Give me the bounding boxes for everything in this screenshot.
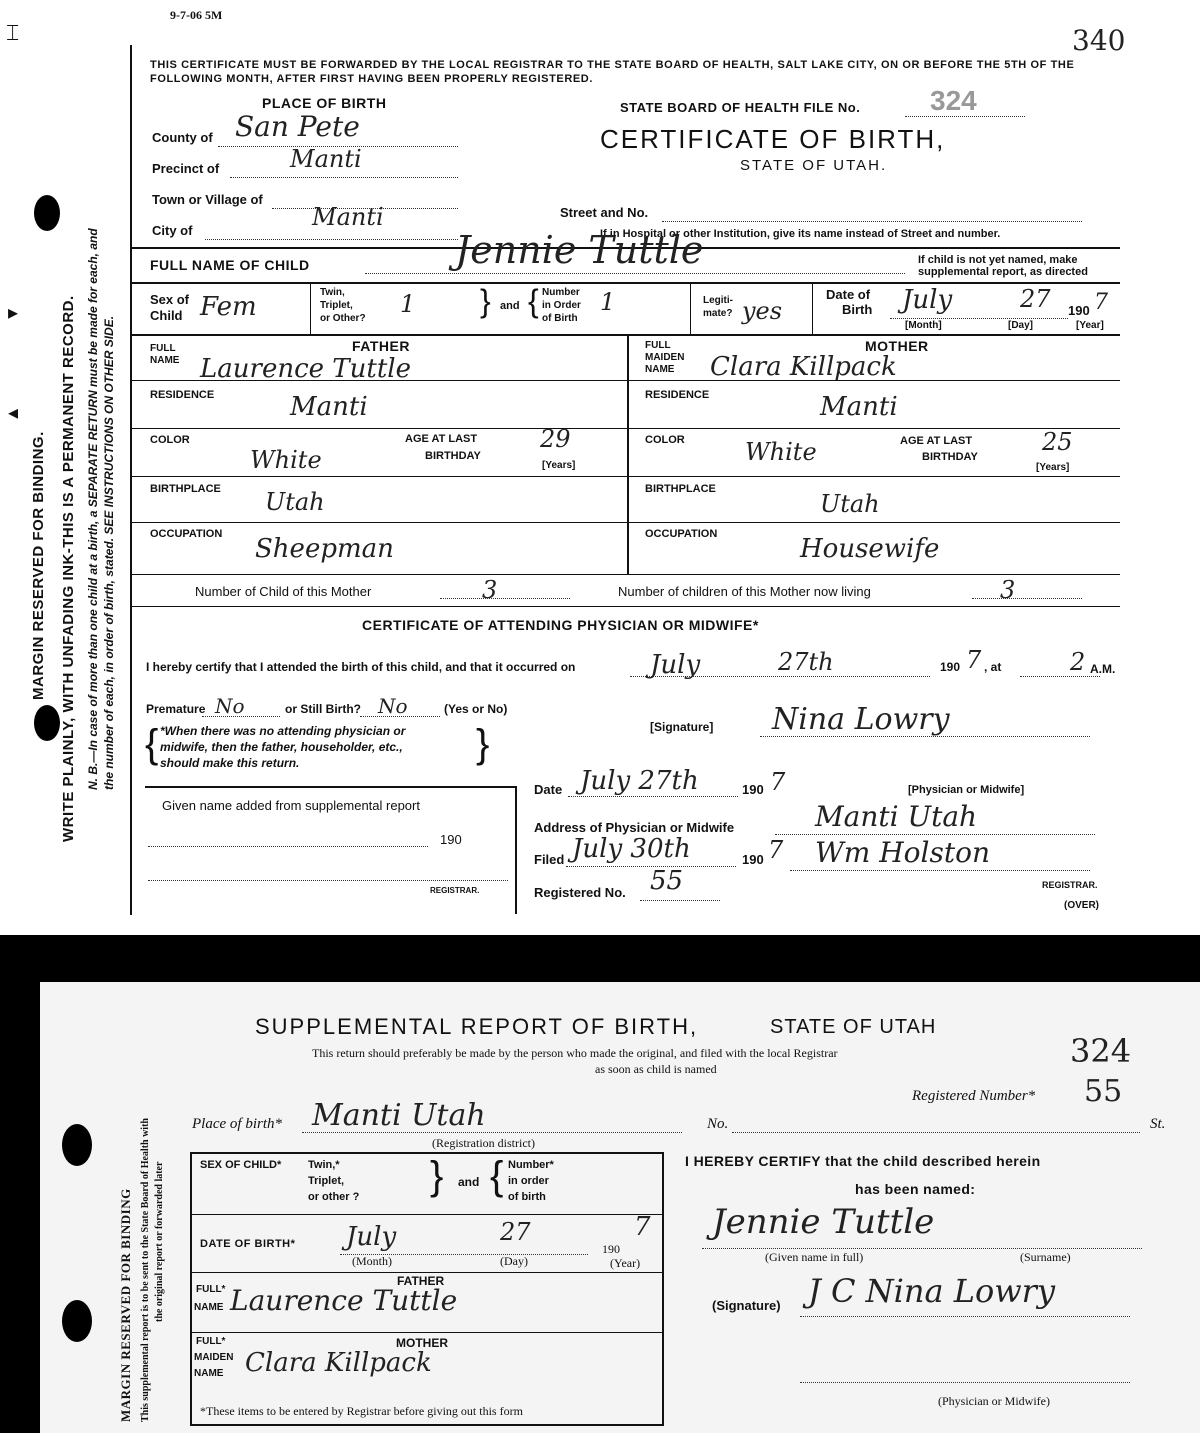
filed-date: July 30th	[572, 834, 691, 864]
filed-year: 7	[768, 836, 784, 864]
report-year: 7	[770, 768, 786, 796]
punch-hole	[34, 195, 60, 231]
mother-header: MOTHER	[865, 338, 929, 354]
physician-signature: Nina Lowry	[772, 702, 950, 737]
binding-mark: ⌶	[6, 20, 20, 45]
supplemental-place: Manti Utah	[312, 1098, 486, 1133]
city-label: City of	[152, 223, 193, 238]
physician-header: CERTIFICATE OF ATTENDING PHYSICIAN OR MIDWIFE*	[362, 617, 759, 633]
county-value: San Pete	[235, 110, 360, 143]
still-birth-value: No	[378, 694, 408, 718]
premature-value: No	[215, 694, 245, 718]
precinct-value: Manti	[290, 145, 362, 173]
father-occupation: Sheepman	[255, 534, 394, 564]
father-birthplace: Utah	[265, 488, 325, 516]
form-code: 9-7-06 5M	[170, 8, 223, 22]
not-named-note-1: If child is not yet named, make	[918, 254, 1078, 266]
report-date: July 27th	[580, 766, 699, 796]
not-named-note-2: supplemental report, as directed	[918, 266, 1088, 278]
certify-year: 7	[966, 646, 982, 674]
registrar-signature: Wm Holston	[815, 836, 990, 869]
supplemental-registered-number: 55	[1084, 1074, 1123, 1109]
supplemental-signature: J C Nina Lowry	[808, 1272, 1056, 1310]
place-of-birth-label: PLACE OF BIRTH	[262, 95, 387, 111]
dob-label: Date of	[826, 287, 871, 302]
father-residence: Manti	[290, 392, 368, 422]
margin-note-2: the number of each, in order of birth, stated. SEE INSTRUCTIONS ON OTHER SIDE.	[102, 315, 116, 790]
forward-notice: THIS CERTIFICATE MUST BE FORWARDED BY THE LOCAL REGISTRAR TO THE STATE BOARD OF HEALTH, SALT LAKE CITY, ON OR BEFORE THE 5TH OF THE FOLLOWING MONTH, AFTER FIRST HAVING BEEN PROPERLY REGISTERED.	[150, 59, 1075, 85]
certificate-title: CERTIFICATE OF BIRTH,	[600, 124, 946, 154]
certify-month: July	[650, 650, 701, 680]
form-left-border	[130, 45, 132, 915]
street-label: Street and No.	[560, 205, 649, 220]
sex-label: Sex of	[150, 292, 190, 307]
file-no-value: 324	[930, 85, 977, 116]
supplemental-report: MARGIN RESERVED FOR BINDING This supplemental report is to be sent to the State Board of Health with the original report or forwarded later SUPPLEMENTAL REPORT OF BIRTH, STATE OF UTAH 324 This return should preferably be made by the person who made the original, and filed with the local Registrar as soon as child is named Registered Number* 55 Place of birth* Manti Utah (Registration district) No. St. SEX OF CHILD* Twin,* Triplet, or other ? } and { Number* in order of birth DATE OF BIRTH* July 27 190 7 (Month) (Day) (Year) FATHER FULL* NAME Laurence Tuttle MOTHER FULL* MAIDEN NAME Clara Killpack *These items to be entered by Registrar before giving out this form I HEREBY CERTIFY that the child described herein has been named: Jennie Tuttle (Given name in full) (Surname) (Signature) J C Nina Lowry (Physician or Midwife)	[40, 982, 1200, 1433]
binding-mark: ◂	[8, 402, 19, 424]
mother-name: Clara Killpack	[710, 352, 897, 382]
supplemental-dob-year: 7	[634, 1212, 651, 1242]
num-living-label: Number of children of this Mother now living	[618, 584, 871, 599]
punch-hole	[34, 705, 60, 741]
dob-month: July	[902, 285, 953, 315]
twin-value: 1	[400, 290, 416, 318]
page-number: 340	[1072, 24, 1126, 57]
margin-note-1: N. B.—In case of more than one child at a birth, a SEPARATE RETURN must be made for each, and	[86, 228, 100, 790]
dob-day: 27	[1020, 285, 1051, 313]
father-name: Laurence Tuttle	[200, 354, 411, 384]
certify-time: 2	[1070, 648, 1086, 676]
margin-binding-text: MARGIN RESERVED FOR BINDING.	[30, 431, 47, 700]
supplemental-mother-name: Clara Killpack	[245, 1348, 432, 1378]
supplemental-title: SUPPLEMENTAL REPORT OF BIRTH,	[255, 1014, 699, 1039]
order-value: 1	[600, 288, 616, 316]
supplemental-file-no: 324	[1070, 1032, 1132, 1070]
mother-occupation: Housewife	[800, 534, 940, 564]
town-label: Town or Village of	[152, 192, 263, 207]
legitimate-value: yes	[742, 297, 783, 325]
mother-color: White	[745, 438, 817, 466]
mother-residence: Manti	[820, 392, 898, 422]
registered-no-value: 55	[650, 866, 684, 896]
sex-value: Fem	[200, 292, 257, 322]
supplemental-state: STATE OF UTAH	[770, 1016, 937, 1038]
num-child-label: Number of Child of this Mother	[195, 584, 372, 599]
supplemental-dob-month: July	[346, 1222, 397, 1252]
certify-text: I hereby certify that I attended the birth of this child, and that it occurred on	[146, 660, 576, 674]
father-age: 29	[540, 425, 571, 453]
punch-hole	[62, 1124, 92, 1166]
precinct-label: Precinct of	[152, 161, 220, 176]
margin-ink-text: WRITE PLAINLY, WITH UNFADING INK-THIS IS A PERMANENT RECORD.	[60, 295, 77, 842]
city-value: Manti	[312, 203, 384, 231]
child-name-value: Jennie Tuttle	[455, 228, 704, 272]
state-name: STATE OF UTAH.	[740, 157, 888, 174]
certify-day: 27th	[778, 648, 834, 676]
binding-mark: ▸	[8, 302, 19, 324]
num-living-value: 3	[1000, 576, 1016, 604]
mother-age: 25	[1042, 428, 1073, 456]
father-color: White	[250, 446, 322, 474]
supplemental-father-name: Laurence Tuttle	[230, 1284, 458, 1317]
num-child-value: 3	[482, 576, 498, 604]
child-name-label: FULL NAME OF CHILD	[150, 257, 310, 273]
dob-year: 7	[1094, 290, 1108, 315]
margin-binding-text: MARGIN RESERVED FOR BINDING	[118, 1188, 133, 1422]
supplemental-dob-day: 27	[500, 1218, 531, 1246]
mother-birthplace: Utah	[820, 490, 880, 518]
hospital-note: If in Hospital or other Institution, give its name instead of Street and number.	[600, 228, 1001, 240]
physician-address: Manti Utah	[815, 800, 978, 833]
supplemental-given-name: Jennie Tuttle	[712, 1202, 935, 1242]
file-no-label: STATE BOARD OF HEALTH FILE No.	[620, 100, 861, 115]
punch-hole	[62, 1300, 92, 1342]
birth-certificate: 9-7-06 5M 340 ⌶ ▸ ◂ MARGIN RESERVED FOR BINDING. WRITE PLAINLY, WITH UNFADING INK-THIS IS A PERMANENT RECORD. N. B.—In case of more than one child at a birth, a SEPARATE RETURN must be made for each, and the number of each, in order of birth, stated. SEE INSTRUCTIONS ON OTHER SIDE. THIS CERTIFICATE MUST BE FORWARDED BY THE LOCAL REGISTRAR TO THE STATE BOARD OF HEALTH, SALT LAKE CITY, ON OR BEFORE THE 5TH OF THE FOLLOWING MONTH, AFTER FIRST HAVING BEEN PROPERLY REGISTERED. PLACE OF BIRTH County of San Pete Precinct of Manti Town or Village of City of Manti STATE BOARD OF HEALTH FILE No. 324 CERTIFICATE OF BIRTH, STATE OF UTAH. Street and No. If in Hospital or other Institution, give its name instead of Street and number. FULL NAME OF CHILD Jennie Tuttle If child is not yet named, make supplemental report, as directed Sex of Child Fem Twin, Triplet, or Other? 1 } and { Number in Order of Birth 1 Legiti- mate? yes Date of Birth July 27 190 7 [Month] [Day] [Year] FULL NAME FATHER Laurence Tuttle FULL MAIDEN NAME MOTHER Clara Killpack RESIDENCE Manti RESIDENCE Manti COLOR White AGE AT LAST BIRTHDAY 29 [Years] COLOR White AGE AT LAST BIRTHDAY 25 [Years] BIRTHPLACE Utah BIRTHPLACE Utah OCCUPATION Sheepman OCCUPATION Housewife Number of Child of this Mother 3 Number of children of this Mother now living 3 CERTIFICATE OF ATTENDING PHYSICIAN OR MIDWIFE* I hereby certify that I attended the birth of this child, and that it occurred on July 27th 190 7 , at 2 A.M. Premature No or Still Birth? No (Yes or No) [Signature] Nina Lowry { *When there was no attending physician or midwife, then the father, householder, etc., should make this return. } Given name added from supplemental report 190 REGISTRAR. Date July 27th 190 7 [Physician or Midwife] Address of Physician or Midwife Manti Utah Filed July 30th 190 7 Wm Holston REGISTRAR. Registered No. 55 (OVER)	[0, 0, 1200, 935]
county-label: County of	[152, 130, 213, 145]
father-header: FATHER	[352, 338, 410, 354]
